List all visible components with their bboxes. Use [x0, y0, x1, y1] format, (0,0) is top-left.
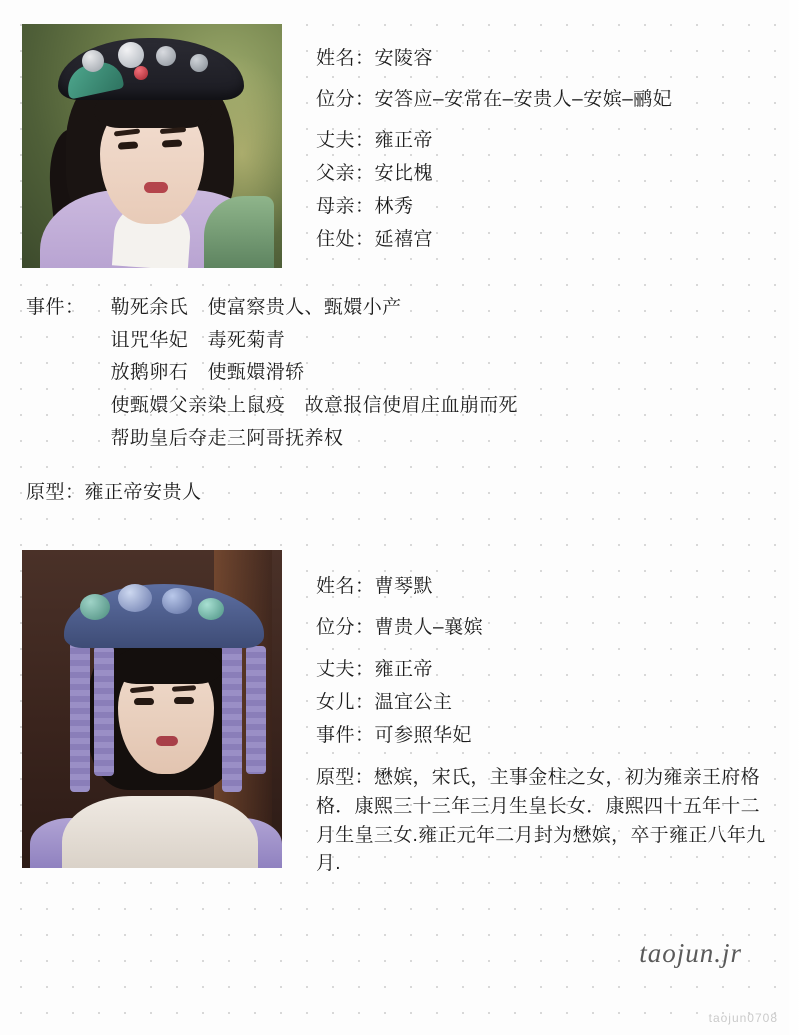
field-residence: 住处：延禧宫	[316, 229, 434, 251]
page-edge-fade	[784, 0, 800, 1035]
tassel-icon	[246, 646, 266, 774]
eye-left	[118, 141, 138, 149]
eye-right	[174, 697, 194, 704]
event-item: 勒死余氏 使富察贵人、甄嬛小产	[110, 297, 402, 318]
tassel-icon	[70, 642, 90, 792]
an-ling-rong-portrait	[22, 24, 282, 268]
eye-right	[162, 139, 182, 147]
field-name: 姓名：安陵容	[316, 48, 434, 69]
events-list	[111, 292, 518, 455]
entry-2-prototype: 原型：懋嫔，宋氏，主事金柱之女，初为雍亲王府格格．康熙三十三年三月生皇长女．康熙四十五年十二月生皇三女.雍正元年二月封为懋嫔，卒于雍正八年九月.	[316, 766, 766, 875]
jewel-icon	[156, 46, 176, 66]
tassel-icon	[222, 642, 242, 792]
fur-collar	[62, 796, 258, 868]
field-husband: 丈夫：雍正帝	[316, 658, 434, 680]
field-name: 姓名：曹琴默	[316, 576, 434, 598]
event-item: 使甄嬛父亲染上鼠疫 故意报信使眉庄血崩而死	[110, 395, 518, 417]
entry-1-events	[22, 292, 778, 455]
jewel-icon	[118, 42, 144, 68]
watermark: taojun0708	[708, 1011, 778, 1025]
section-divider	[22, 504, 778, 550]
ruby-icon	[134, 66, 148, 80]
jewel-icon	[82, 50, 104, 72]
field-husband: 丈夫：雍正帝	[316, 130, 434, 152]
cao-qin-mo-portrait	[22, 550, 282, 868]
lips	[144, 182, 168, 193]
tassel-icon	[94, 646, 114, 776]
signature: taojun.jr	[639, 938, 742, 968]
entry-1-header	[22, 24, 778, 268]
entry-2-fields	[282, 550, 778, 879]
lips	[156, 736, 178, 746]
entry-1-prototype: 原型：雍正帝安贵人	[26, 482, 202, 504]
field-mother: 母亲：林秀	[316, 196, 414, 218]
event-item: 诅咒华妃 毒死菊青	[110, 329, 286, 351]
field-father: 父亲：安比槐	[316, 163, 434, 185]
character-entry-2	[22, 550, 778, 879]
event-item: 帮助皇后夺走三阿哥抚养权	[110, 427, 344, 449]
fringe	[112, 644, 222, 684]
event-item: 放鹅卵石 使甄嬛滑轿	[110, 362, 305, 384]
character-entry-1	[22, 24, 778, 504]
eye-left	[134, 698, 154, 705]
field-rank: 位分：曹贵人–襄嫔	[316, 617, 484, 639]
jewel-icon	[190, 54, 208, 72]
events-label: 事件：	[26, 297, 85, 318]
entry-1-fields	[282, 24, 778, 260]
field-rank: 位分：安答应–安常在–安贵人–安嫔–鹂妃	[316, 89, 673, 111]
field-events: 事件：可参照华妃	[316, 724, 473, 746]
entry-2-header	[22, 550, 778, 879]
field-daughter: 女儿：温宜公主	[316, 691, 453, 713]
